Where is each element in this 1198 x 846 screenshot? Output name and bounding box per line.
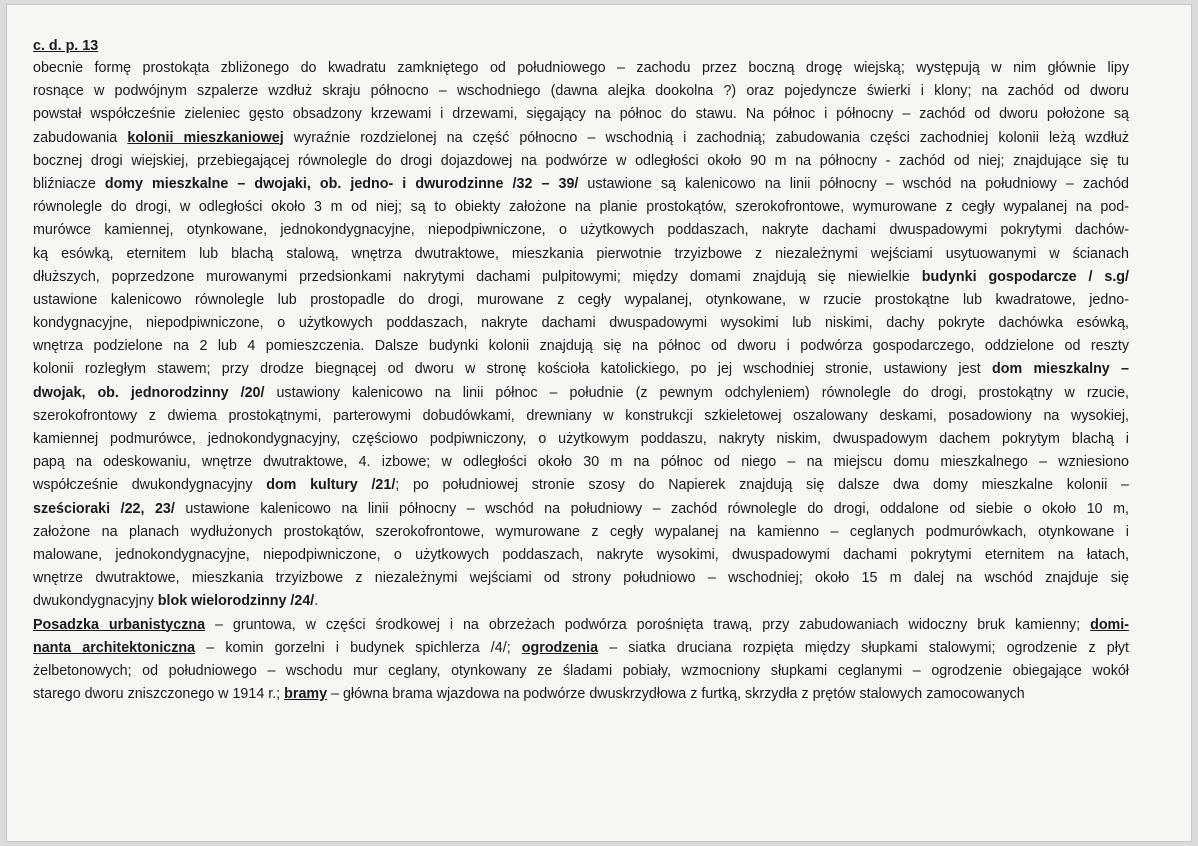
text-segment: szerokofrontowy z dwiema prostokątnymi, parterowymi dobudówkami, drewniany w konstrukcji szkieletowej oszalowany deskami, posadowiony na wysokiej, <box>33 407 1129 424</box>
text-segment: założone na planach wydłużonych prostokątów, szerokofrontowe, wymurowane z cegły wypalanej na kamienno – ceglanych podmurówkach, otynkowane i <box>33 523 1129 540</box>
text-segment: ustawione kalenicowo równolegle lub prostopadle do drogi, murowane z cegły wypalanej, otynkowane, w rzucie prostokątne lub kwadratowe, jedno- <box>33 291 1129 308</box>
heading-term: Posadzka urbanistyczna <box>33 616 206 633</box>
bold-term: blok wielorodzinny /24/ <box>157 593 315 610</box>
bold-term: budynki gospodarcze / s.g/ <box>921 268 1129 285</box>
text-segment: – siatka druciana rozpięta między słupkami stalowymi; ogrodzenie z płyt <box>598 639 1129 656</box>
text-line <box>33 289 1129 312</box>
text-line <box>33 428 1129 451</box>
text-line <box>33 80 1129 103</box>
bold-term: sześcioraki /22, 23/ <box>33 500 175 517</box>
heading-term: domi- <box>1090 616 1130 633</box>
text-line <box>33 498 1129 521</box>
text-segment: powstał współcześnie zieleniec gęsto obsadzony krzewami i drzewami, sięgający na północ do stawu. Na północ i północny – zachód od dworu położone są <box>33 106 1129 123</box>
text-line <box>33 266 1129 289</box>
heading-term: bramy <box>284 686 328 703</box>
text-segment: dwukondygnacyjny <box>33 593 158 610</box>
text-segment: – komin gorzelni i budynek spichlerza /4/; <box>195 639 522 656</box>
text-line <box>33 567 1129 590</box>
text-segment: ustawione są kalenicowo na linii północny – wschód na południowy – zachód <box>578 175 1129 192</box>
text-line <box>33 451 1129 474</box>
text-segment: kondygnacyjne, niepodpiwniczone, o użytkowych poddaszach, nakryte dachami dwuspadowymi wysokimi lub niskimi, dachy pokryte dachówka esówką, <box>33 315 1129 332</box>
bold-term: dom kultury /21/ <box>266 477 396 494</box>
text-segment: papą na odeskowaniu, wnętrze dwutraktowe, 4. izbowe; w odległości około 30 m na północ od niego – na miejscu domu mieszkalnego – wzniesiono <box>33 454 1129 471</box>
document-body <box>33 35 1129 706</box>
text-segment: . <box>314 593 319 610</box>
text-line <box>33 474 1129 497</box>
text-line <box>33 544 1129 567</box>
text-line <box>33 173 1129 196</box>
text-segment: współcześnie dwukondygnacyjny <box>33 477 267 494</box>
text-segment: ; po południowej stronie szosy do Napierek znajdują się dalsze dwa domy mieszkalne kolonii – <box>395 477 1129 494</box>
heading-term: ogrodzenia <box>521 639 599 656</box>
text-body <box>33 57 1129 706</box>
bold-term: dwojak, ob. jednorodzinny /20/ <box>33 384 265 401</box>
text-segment: starego dworu zniszczonego w 1914 r.; <box>33 686 285 703</box>
text-line <box>33 590 1129 613</box>
text-segment: kolonii rozległym stawem; przy drodze biegnącej od dworu w stronę kościoła katolickiego, po jej wschodniej stronie, ustawiony jest <box>33 361 992 378</box>
bold-term: domy mieszkalne – dwojaki, ob. jedno- i dwurodzinne /32 – 39/ <box>104 175 579 192</box>
text-segment: kamiennej podmurówce, jednokondygnacyjny, częściowo podpiwniczony, o użytkowym poddaszu, nakryty niskim, dwuspadowym dachem pokrytym blachą i <box>33 431 1129 447</box>
text-line <box>33 405 1129 428</box>
text-line <box>33 358 1129 381</box>
text-segment: wnętrze dwutraktowe, mieszkania trzyizbowe z niezależnymi wejściami od strony południowo – wschodniej; około 15 m dalej na wschód znajduje się <box>33 570 1129 587</box>
text-line <box>33 127 1129 150</box>
text-line <box>33 614 1129 637</box>
text-segment: ustawione kalenicowo na linii północny – wschód na południowy – zachód równolegle do drogi, oddalone od siebie o około 10 m, <box>174 500 1130 517</box>
text-segment: bliźniacze <box>33 175 105 192</box>
text-line <box>33 382 1129 405</box>
text-line <box>33 196 1129 219</box>
bold-term: dom mieszkalny – <box>991 361 1129 378</box>
text-segment: żelbetonowych; od południowego – wschodu mur ceglany, otynkowany ze śladami pobiały, wzmocniony słupkami ceglanymi – ogrodzenie obiegające wokół <box>33 662 1129 679</box>
text-line <box>33 57 1129 80</box>
text-line <box>33 312 1129 335</box>
text-line <box>33 150 1129 173</box>
text-segment: bocznej drogi wiejskiej, przebiegającej równolegle do drogi dojazdowej na podwórze w odległości około 90 m na północny - zachód od niej; znajdujące się tu <box>33 152 1129 169</box>
text-line <box>33 243 1129 266</box>
text-line <box>33 219 1129 242</box>
text-segment: – gruntowa, w części środkowej i na obrzeżach podwórza porośnięta trawą, przy zabudowaniach widoczny bruk kamienny; <box>205 616 1091 633</box>
text-segment: ustawiony kalenicowo na linii północ – południe (z pewnym odchyleniem) równolegle do drogi, prostokątny w rzucie, <box>264 384 1129 401</box>
text-segment: zabudowania <box>33 129 128 146</box>
text-segment: malowane, jednokondygnacyjne, niepodpiwniczone, o użytkowych poddaszach, nakryte wysokimi, dwuspadowymi dachami pokrytymi eternitem na łatach, <box>33 546 1129 563</box>
text-segment: wnętrza podzielone na 2 lub 4 pomieszczenia. Dalsze budynki kolonii znajdują się na północ od dworu i podwórza gospodarczego, oddzielone od reszty <box>33 338 1129 355</box>
text-segment: – główna brama wjazdowa na podwórze dwuskrzydłowa z furtką, skrzydła z prętów stalowych zamocowanych <box>327 686 1025 703</box>
text-segment: ką esówką, eternitem lub blachą stalową, wnętrza dwutraktowe, mieszkania pierwotnie trzyizbowe z niezależnymi wejściami usytuowanymi w ścianach <box>33 245 1129 262</box>
text-line <box>33 335 1129 358</box>
text-line <box>33 103 1129 126</box>
text-segment: dłuższych, poprzedzone murowanymi przedsionkami nakrytymi dachami pulpitowymi; między domami znajdują się niewielkie <box>33 268 922 285</box>
text-segment: równolegle do drogi, w odległości około 3 m od niej; są to obiekty założone na planie prostokątów, szerokofrontowe, wymurowane z cegły wypalanej na pod- <box>33 199 1129 216</box>
text-line <box>33 660 1129 683</box>
text-line <box>33 637 1129 660</box>
document-page <box>6 4 1192 842</box>
text-line <box>33 521 1129 544</box>
page-header: c. d. p. 13 <box>33 38 99 54</box>
text-segment: wyraźnie rozdzielonej na część północno – wschodnią i zachodnią; zabudowania części zachodniej kolonii leżą wzdłuż <box>283 129 1130 146</box>
heading-term: nanta architektoniczna <box>33 639 196 656</box>
text-segment: rosnące w podwójnym szpalerze wzdłuż skraju północno – wschodniego (dawna alejka dookolna ?) oraz pojedyncze świerki i klony; na zachód od dworu <box>33 83 1129 100</box>
text-segment: obecnie formę prostokąta zbliżonego do kwadratu zamkniętego od południowego – zachodu przez boczną drogę wiejską; występują w nim głównie lipy <box>33 60 1129 76</box>
text-segment: murówce kamiennej, otynkowane, jednokondygnacyjne, niepodpiwniczone, o użytkowych poddaszach, nakryte dachami dwuspadowymi pokrytymi dachów- <box>33 222 1129 239</box>
heading-term: kolonii mieszkaniowej <box>127 129 284 146</box>
text-line <box>33 683 1129 706</box>
